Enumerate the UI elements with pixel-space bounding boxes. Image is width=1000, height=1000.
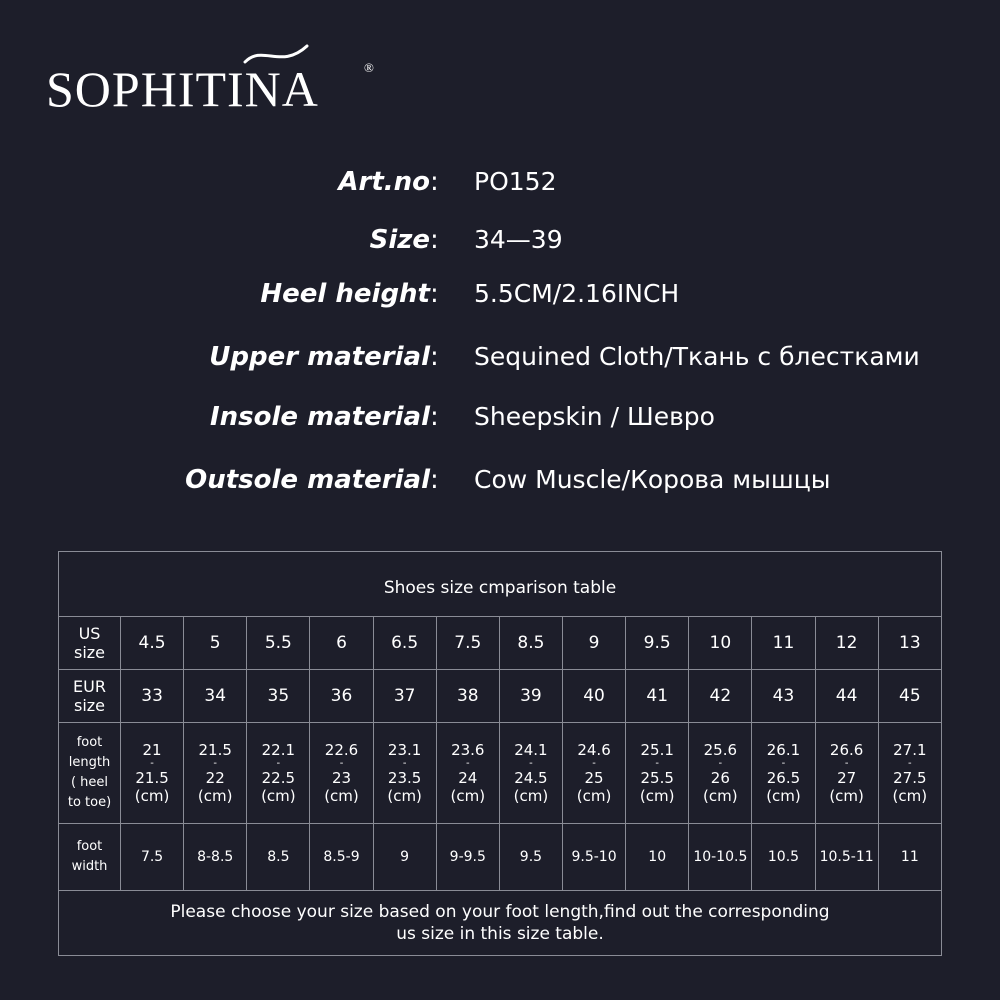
eur-size-row (59, 670, 942, 723)
length-to: 21.5 (135, 769, 169, 787)
eur-size-cell: 44 (815, 670, 878, 723)
size-table (58, 551, 942, 956)
length-to: 24 (458, 769, 478, 787)
header-line: to toe) (67, 795, 112, 810)
brand-logo (46, 40, 386, 120)
header-line: size (73, 696, 106, 715)
length-from: 23.6 (451, 741, 485, 759)
length-dash: - (213, 758, 218, 769)
length-dash: - (339, 758, 344, 769)
spec-label: Insole material (209, 402, 430, 432)
length-unit: (cm) (197, 787, 233, 805)
table-title-row (59, 552, 942, 617)
length-dash: - (276, 758, 281, 769)
length-dash: - (150, 758, 154, 769)
length-dash: - (402, 758, 407, 769)
length-from: 22.1 (261, 741, 296, 759)
header-line: foot (76, 839, 103, 854)
spec-row-insole-material (0, 397, 1000, 437)
us-size-header (59, 617, 121, 670)
us-size-cell: 5.5 (247, 617, 310, 670)
us-size-cell: 8.5 (499, 617, 562, 670)
length-dash: - (529, 758, 533, 769)
header-line: width (71, 859, 108, 874)
spec-value: Sheepskin / Шевро (474, 402, 715, 431)
us-size-cell: 5 (184, 617, 247, 670)
length-from: 26.1 (766, 741, 801, 759)
spec-colon: : (430, 402, 439, 432)
foot-width-cell: 7.5 (121, 824, 184, 891)
length-dash: - (908, 758, 912, 769)
length-to: 27 (837, 769, 857, 787)
length-to: 23 (331, 769, 352, 787)
length-dash: - (718, 758, 723, 769)
length-unit: (cm) (892, 787, 928, 805)
length-from: 23.1 (387, 741, 422, 759)
length-to: 27.5 (893, 769, 927, 787)
eur-size-cell: 41 (626, 670, 689, 723)
foot-width-cell: 9-9.5 (436, 824, 499, 891)
spec-label: Upper material (209, 342, 430, 372)
spec-colon: : (430, 279, 439, 309)
foot-width-cell: 9 (373, 824, 436, 891)
foot-length-cell (499, 723, 562, 824)
header-line: US (78, 624, 101, 643)
foot-width-cell: 10-10.5 (689, 824, 752, 891)
length-dash: - (655, 758, 659, 769)
eur-size-cell: 34 (184, 670, 247, 723)
length-to: 22 (205, 769, 225, 787)
eur-size-cell: 38 (436, 670, 499, 723)
spec-colon: : (430, 465, 439, 495)
spec-row-heel-height (0, 274, 1000, 314)
foot-length-cell (121, 723, 184, 824)
foot-length-cell (562, 723, 625, 824)
eur-size-cell: 43 (752, 670, 815, 723)
header-line: ( heel (70, 775, 109, 790)
length-from: 24.6 (577, 741, 611, 759)
foot-width-cell: 9.5 (499, 824, 562, 891)
eur-size-cell: 45 (878, 670, 941, 723)
foot-width-cell: 10.5-11 (815, 824, 878, 891)
length-dash: - (844, 758, 849, 769)
length-dash: - (592, 758, 596, 769)
length-unit: (cm) (639, 787, 675, 805)
length-unit: (cm) (703, 787, 738, 805)
foot-length-cell (815, 723, 878, 824)
length-to: 25.5 (640, 769, 674, 787)
eur-size-cell: 36 (310, 670, 373, 723)
header-line: size (73, 643, 106, 662)
us-size-row (59, 617, 942, 670)
foot-width-cell: 10 (626, 824, 689, 891)
us-size-cell: 6.5 (373, 617, 436, 670)
length-unit: (cm) (387, 787, 422, 805)
foot-width-header (59, 824, 121, 891)
length-from: 24.1 (514, 741, 548, 759)
spec-row-outsole-material (0, 460, 1000, 500)
spec-value: Cow Muscle/Корова мышцы (474, 465, 831, 494)
foot-length-cell (184, 723, 247, 824)
foot-length-cell (689, 723, 752, 824)
length-from: 26.6 (829, 741, 864, 759)
length-from: 22.6 (324, 741, 359, 759)
length-from: 25.6 (703, 741, 738, 759)
length-to: 25 (584, 769, 604, 787)
spec-row-art-no (0, 162, 1000, 202)
spec-value: PO152 (474, 167, 557, 196)
length-unit: (cm) (324, 787, 359, 805)
us-size-cell: 12 (815, 617, 878, 670)
length-dash: - (465, 758, 470, 769)
foot-width-cell: 11 (878, 824, 941, 891)
header-line: foot (76, 735, 103, 750)
spec-value: 5.5CM/2.16INCH (474, 279, 680, 308)
length-to: 26.5 (766, 769, 801, 787)
length-unit: (cm) (450, 787, 486, 805)
spec-colon: : (430, 225, 439, 255)
size-note (59, 891, 942, 956)
length-from: 21 (142, 741, 162, 759)
eur-size-cell: 40 (562, 670, 625, 723)
foot-width-cell: 9.5-10 (562, 824, 625, 891)
us-size-cell: 9.5 (626, 617, 689, 670)
length-from: 25.1 (640, 741, 674, 759)
spec-label: Heel height (260, 279, 430, 309)
length-unit: (cm) (261, 787, 296, 805)
eur-size-cell: 37 (373, 670, 436, 723)
eur-size-cell: 33 (121, 670, 184, 723)
spec-colon: : (430, 167, 439, 197)
foot-length-cell (373, 723, 436, 824)
foot-length-cell (878, 723, 941, 824)
length-unit: (cm) (829, 787, 864, 805)
spec-label: Outsole material (185, 465, 430, 495)
size-note-row (59, 891, 942, 956)
length-unit: (cm) (134, 787, 170, 805)
length-to: 23.5 (387, 769, 422, 787)
eur-size-header (59, 670, 121, 723)
foot-length-row (59, 723, 942, 824)
foot-length-cell (310, 723, 373, 824)
size-comparison-table (58, 551, 942, 947)
length-unit: (cm) (766, 787, 801, 805)
us-size-cell: 13 (878, 617, 941, 670)
spec-label: Art.no (338, 167, 430, 197)
length-to: 26 (710, 769, 730, 787)
eur-size-cell: 35 (247, 670, 310, 723)
us-size-cell: 11 (752, 617, 815, 670)
spec-row-size (0, 220, 1000, 260)
foot-length-cell (626, 723, 689, 824)
length-unit: (cm) (513, 787, 549, 805)
us-size-cell: 4.5 (121, 617, 184, 670)
length-to: 24.5 (514, 769, 548, 787)
us-size-cell: 6 (310, 617, 373, 670)
foot-width-cell: 8.5-9 (310, 824, 373, 891)
spec-label: Size (369, 225, 430, 255)
eur-size-cell: 42 (689, 670, 752, 723)
length-to: 22.5 (261, 769, 296, 787)
header-line: EUR (73, 677, 106, 696)
foot-width-row (59, 824, 942, 891)
foot-width-cell: 8-8.5 (184, 824, 247, 891)
length-dash: - (781, 758, 786, 769)
foot-length-cell (247, 723, 310, 824)
note-line: us size in this size table. (396, 924, 604, 944)
spec-colon: : (430, 342, 439, 372)
header-line: length (68, 755, 111, 770)
table-title: Shoes size cmparison table (59, 552, 942, 617)
foot-length-cell (436, 723, 499, 824)
us-size-cell: 10 (689, 617, 752, 670)
registered-mark: ® (364, 60, 374, 75)
length-unit: (cm) (576, 787, 612, 805)
spec-row-upper-material (0, 337, 1000, 377)
length-from: 21.5 (198, 741, 232, 759)
foot-width-cell: 8.5 (247, 824, 310, 891)
foot-length-header (59, 723, 121, 824)
foot-length-cell (752, 723, 815, 824)
us-size-cell: 9 (562, 617, 625, 670)
length-from: 27.1 (893, 741, 927, 759)
spec-value: Sequined Cloth/Ткань с блестками (474, 342, 920, 371)
spec-value: 34—39 (474, 225, 563, 254)
foot-width-cell: 10.5 (752, 824, 815, 891)
eur-size-cell: 39 (499, 670, 562, 723)
note-line: Please choose your size based on your foot length,find out the corresponding (170, 902, 830, 922)
us-size-cell: 7.5 (436, 617, 499, 670)
brand-name: SOPHITINA (46, 61, 319, 117)
